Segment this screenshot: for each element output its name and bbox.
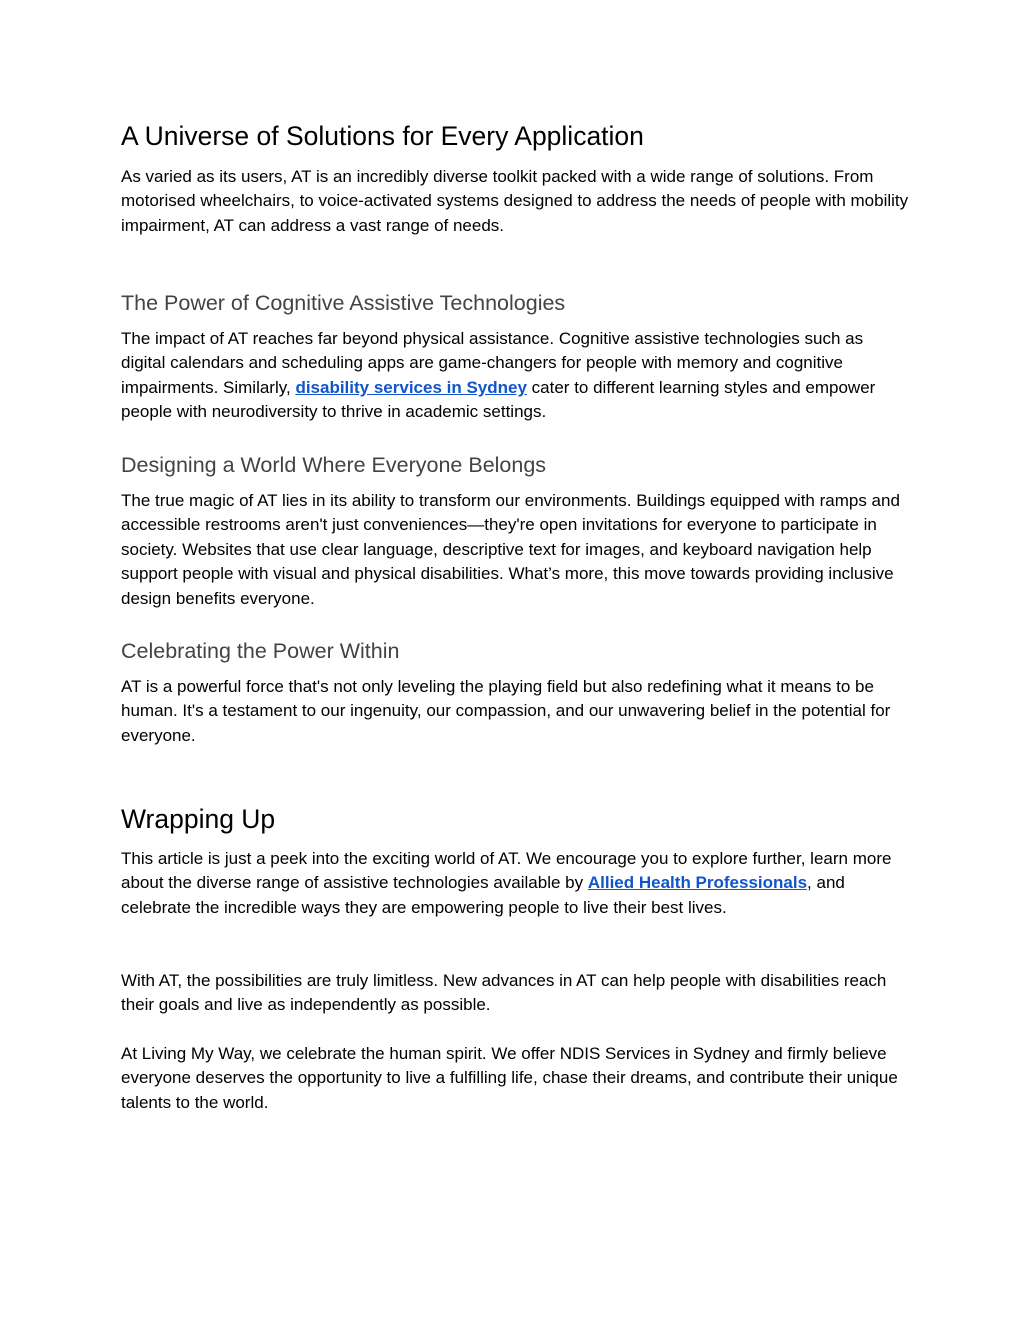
disability-services-link[interactable]: disability services in Sydney <box>295 377 527 397</box>
allied-health-professionals-link[interactable]: Allied Health Professionals <box>587 873 808 893</box>
paragraph-text-before-link: The impact of AT reaches far beyond physical assistance. Cognitive assistive technologies such as digital calendars and scheduling apps are game-changers for people with memory and cognitive impairments. Similarly, <box>121 329 864 397</box>
heading-celebrating-the-power: Celebrating the Power Within <box>121 639 400 663</box>
heading-universe-of-solutions: A Universe of Solutions for Every Application <box>121 121 644 151</box>
paragraph-celebrating-the-power: AT is a powerful force that's not only leveling the playing field but also redefining what it means to be human. It's a testament to our ingenuity, our compassion, and our unwavering belief in the potential for everyone. <box>121 677 891 745</box>
paragraph-cognitive-assistive-technologies <box>121 327 911 425</box>
paragraph-wrapping-up-living-my-way: At Living My Way, we celebrate the human spirit. We offer NDIS Services in Sydney and firmly believe everyone deserves the opportunity to live a fulfilling life, chase their dreams, and contribute their unique talents to the world. <box>121 1044 898 1112</box>
paragraph-text-before-link: This article is just a peek into the exciting world of AT. We encourage you to explore further, learn more about the diverse range of assistive technologies available by <box>121 849 892 893</box>
heading-cognitive-assistive-technologies: The Power of Cognitive Assistive Technologies <box>121 291 566 315</box>
heading-designing-a-world: Designing a World Where Everyone Belongs <box>121 453 547 477</box>
paragraph-universe-of-solutions: As varied as its users, AT is an incredibly diverse toolkit packed with a wide range of solutions. From motorised wheelchairs, to voice-activated systems designed to address the needs of people with mobility impairment, AT can address a vast range of needs. <box>121 167 909 235</box>
paragraph-wrapping-up-explore <box>121 847 911 920</box>
paragraph-wrapping-up-possibilities: With AT, the possibilities are truly limitless. New advances in AT can help people with disabilities reach their goals and live as independently as possible. <box>121 971 887 1015</box>
heading-wrapping-up: Wrapping Up <box>121 804 276 834</box>
paragraph-designing-a-world: The true magic of AT lies in its ability to transform our environments. Buildings equipped with ramps and accessible restrooms aren't just conveniences—they're open invitations for everyone to participate in society. Websites that use clear language, descriptive text for images, and keyboard navigation help support people with visual and physical disabilities. What’s more, this move towards providing inclusive design benefits everyone. <box>121 491 900 608</box>
paragraph-text-after-link: cater to different learning styles and empower people with neurodiversity to thrive in academic settings. <box>121 377 876 422</box>
paragraph-text-after-link: , and celebrate the incredible ways they are empowering people to live their best lives. <box>121 873 845 917</box>
